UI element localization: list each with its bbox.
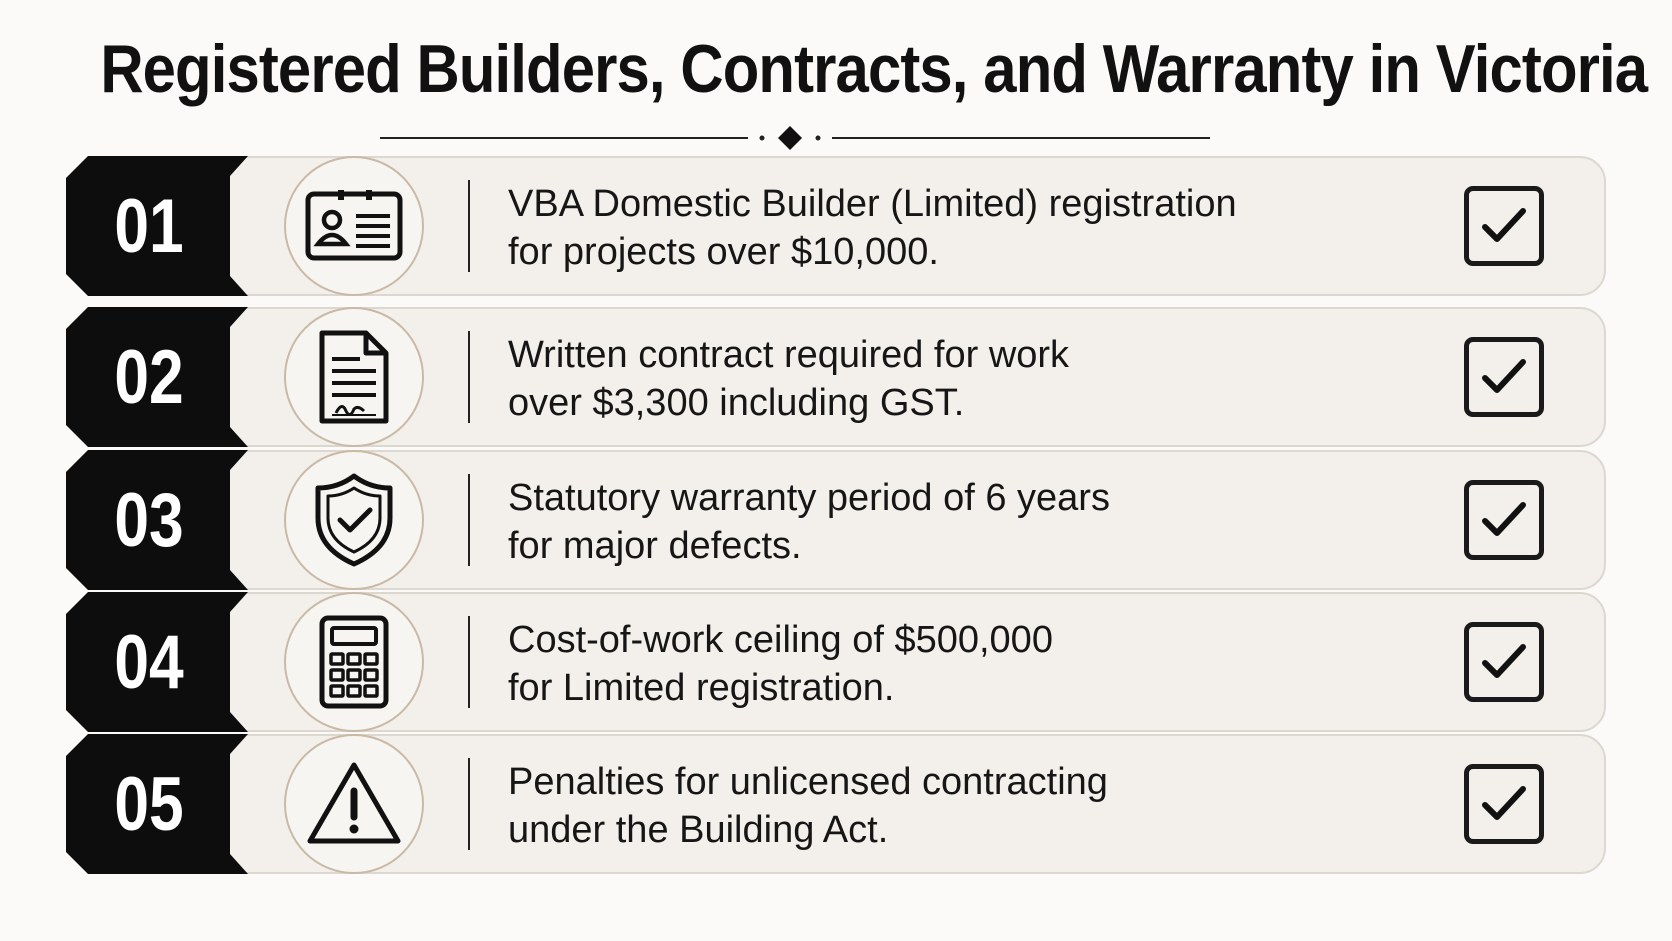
title-divider: [380, 126, 1300, 150]
item-line2: over $3,300 including GST.: [508, 382, 965, 424]
separator: [468, 758, 470, 850]
item-text: [508, 331, 1368, 427]
check-icon: [1479, 641, 1529, 683]
check-icon: [1479, 205, 1529, 247]
signed-document-icon: [284, 307, 424, 447]
item-line2: for projects over $10,000.: [508, 231, 939, 273]
check-icon: [1479, 356, 1529, 398]
list-item: [66, 592, 1606, 732]
list-item: [66, 734, 1606, 874]
item-line1: Written contract required for work: [508, 334, 1070, 376]
item-line1: Statutory warranty period of 6 years: [508, 477, 1110, 519]
shield-check-icon: [284, 450, 424, 590]
separator: [468, 616, 470, 708]
item-line1: Penalties for unlicensed contracting: [508, 761, 1108, 803]
checkbox[interactable]: [1464, 337, 1544, 417]
item-number: 01: [114, 183, 184, 269]
separator: [468, 331, 470, 423]
checkbox[interactable]: [1464, 622, 1544, 702]
list-item: [66, 307, 1606, 447]
separator: [468, 180, 470, 272]
item-number: 04: [114, 619, 184, 705]
id-card-icon: [284, 156, 424, 296]
calculator-icon: [284, 592, 424, 732]
check-icon: [1479, 783, 1529, 825]
separator: [468, 474, 470, 566]
list-item: [66, 156, 1606, 296]
checkbox[interactable]: [1464, 480, 1544, 560]
checkbox[interactable]: [1464, 764, 1544, 844]
item-line1: Cost-of-work ceiling of $500,000: [508, 619, 1053, 661]
item-text: [508, 616, 1368, 712]
warning-icon: [284, 734, 424, 874]
item-text: [508, 474, 1368, 570]
list-item: [66, 450, 1606, 590]
item-line2: for major defects.: [508, 525, 802, 567]
item-number: 02: [114, 334, 184, 420]
item-line2: under the Building Act.: [508, 809, 889, 851]
page-title: Registered Builders, Contracts, and Warranty in Victoria: [100, 31, 1648, 107]
item-line2: for Limited registration.: [508, 667, 895, 709]
item-text: [508, 180, 1368, 276]
item-number: 03: [114, 477, 184, 563]
check-icon: [1479, 499, 1529, 541]
item-line1: VBA Domestic Builder (Limited) registration: [508, 183, 1237, 225]
checkbox[interactable]: [1464, 186, 1544, 266]
item-text: [508, 758, 1368, 854]
item-number: 05: [114, 761, 184, 847]
